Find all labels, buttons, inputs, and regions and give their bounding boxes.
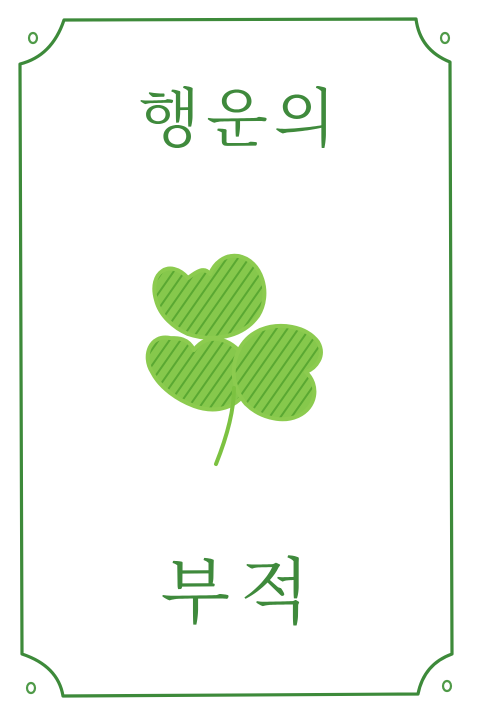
- corner-dot-top-left: [29, 33, 37, 43]
- corner-dot-top-right: [441, 33, 449, 43]
- charm-title-top: 행운의: [138, 83, 342, 157]
- corner-dot-bottom-right: [443, 681, 451, 691]
- clover-leaf-top: [154, 256, 264, 338]
- charm-title-bottom: 부적: [160, 550, 320, 634]
- corner-dot-bottom-left: [27, 683, 35, 693]
- clover-icon: [130, 238, 340, 478]
- clover-leaf-right: [234, 326, 321, 419]
